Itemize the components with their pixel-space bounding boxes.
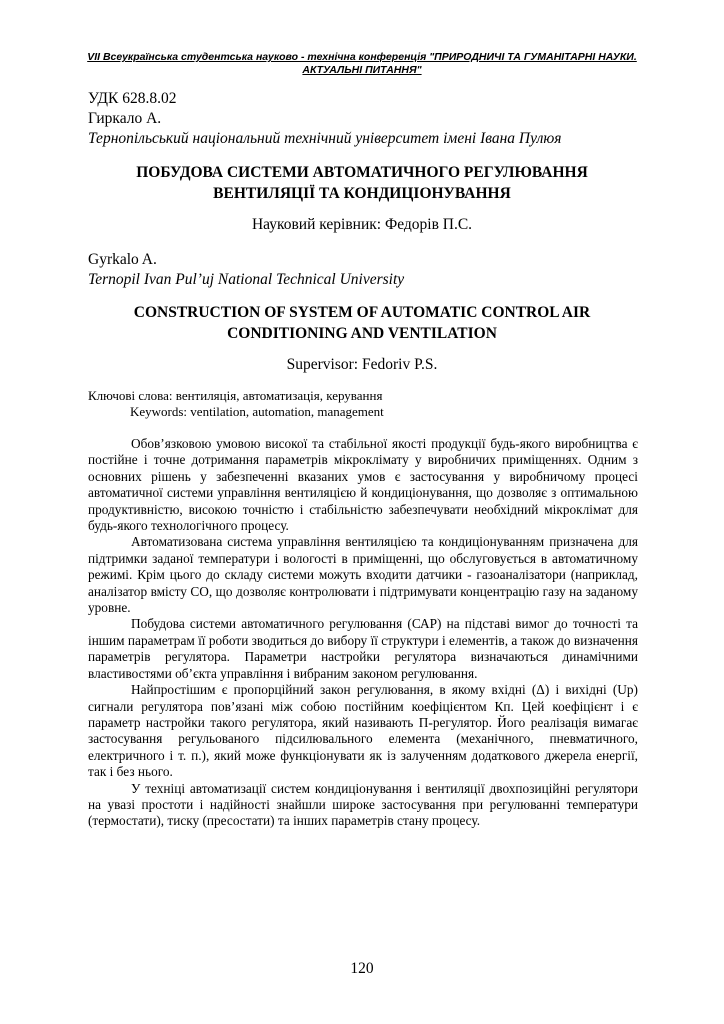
title-en	[88, 302, 636, 344]
author-ua: Гиркало А.	[88, 110, 162, 127]
page-number: 120	[350, 960, 374, 977]
body-paragraph: Побудова системи автоматичного регулювання (САР) на підставі вимог до точності та іншим параметрам її роботи зводиться до вибору її структури і елементів, а також до визначення параметрів регулятора. Параметри настройки регулятора визначаються динамічними властивостями об’єкта управління і вибраним законом регулювання.	[88, 616, 638, 681]
title-ua-line1: ПОБУДОВА СИСТЕМИ АВТОМАТИЧНОГО РЕГУЛЮВАННЯ	[136, 164, 588, 181]
title-ua-line2: ВЕНТИЛЯЦІЇ ТА КОНДИЦІОНУВАННЯ	[213, 185, 511, 202]
keywords-ua: Ключові слова: вентиляція, автоматизація, керування	[88, 388, 383, 403]
article-body	[88, 436, 638, 830]
author-en: Gyrkalo A.	[88, 251, 157, 268]
title-en-line2: CONDITIONING AND VENTILATION	[227, 325, 497, 342]
body-paragraph: У техніці автоматизації систем кондиціонування і вентиляції двохпозиційні регулятори на увазі простоти і надійності знайшли широке застосування при регулюванні температури (термостати), тиску (пресостати) та інших параметрів стану процесу.	[88, 780, 638, 829]
affiliation-en: Ternopil Ivan Pul’uj National Technical University	[88, 271, 405, 288]
keywords-en: Keywords: ventilation, automation, management	[130, 404, 384, 419]
body-paragraph: Автоматизована система управління вентиляцією та кондиціонуванням призначена для підтримки заданої температури і вологості в приміщенні, що обслуговується в автоматичному режимі. Крім цього до складу системи можуть входити датчики - газоаналізатори (наприклад, аналізатор вмісту CO, що дозволяє контролювати і підтримувати концентрацію газу на заданому уровне.	[88, 534, 638, 616]
supervisor-en: Supervisor: Fedoriv P.S.	[286, 356, 438, 373]
udc-code: УДК 628.8.02	[88, 90, 177, 107]
body-paragraph: Обов’язковою умовою високої та стабільної якості продукції будь-якого виробництва є постійне і точне дотримання параметрів мікроклімату у виробничих приміщеннях. Одним з основних рішень у забезпеченні вказаних умов є застосування у виробничому процесі автоматичної системи управління вентиляцією й кондиціонування, що дозволяє з оптимальною продуктивністю, високою точністю і стабільністю забезпечувати необхідний мікроклімат для будь-якого технологічного процесу.	[88, 436, 638, 534]
title-ua	[88, 162, 636, 204]
conference-header-line1: VII Всеукраїнська студентська науково - технічна конференція "ПРИРОДНИЧІ ТА ГУМАНІТАРНІ НАУКИ.	[87, 51, 637, 63]
conference-header-line2: АКТУАЛЬНІ ПИТАННЯ"	[302, 64, 422, 76]
title-en-line1: CONSTRUCTION OF SYSTEM OF AUTOMATIC CONTROL AIR	[133, 304, 591, 321]
body-paragraph: Найпростішим є пропорційний закон регулювання, в якому вхідні (Δ) і вихідні (Up) сигнали регулятора пов’язані між собою постійним коефіцієнтом Кп. Цей коефіцієнт і є параметр настройки такого регулятора, який називають П-регулятор. Його реалізація вимагає застосування регульованого підсилювального елемента (механічного, пневматичного, електричного і т. п.), який може функціонувати як із залученням додаткового джерела енергії, так і без нього.	[88, 682, 638, 780]
affiliation-ua: Тернопільський національний технічний університет імені Івана Пулюя	[88, 130, 562, 147]
conference-header	[40, 51, 684, 77]
supervisor-ua: Науковий керівник: Федорів П.С.	[251, 216, 473, 233]
